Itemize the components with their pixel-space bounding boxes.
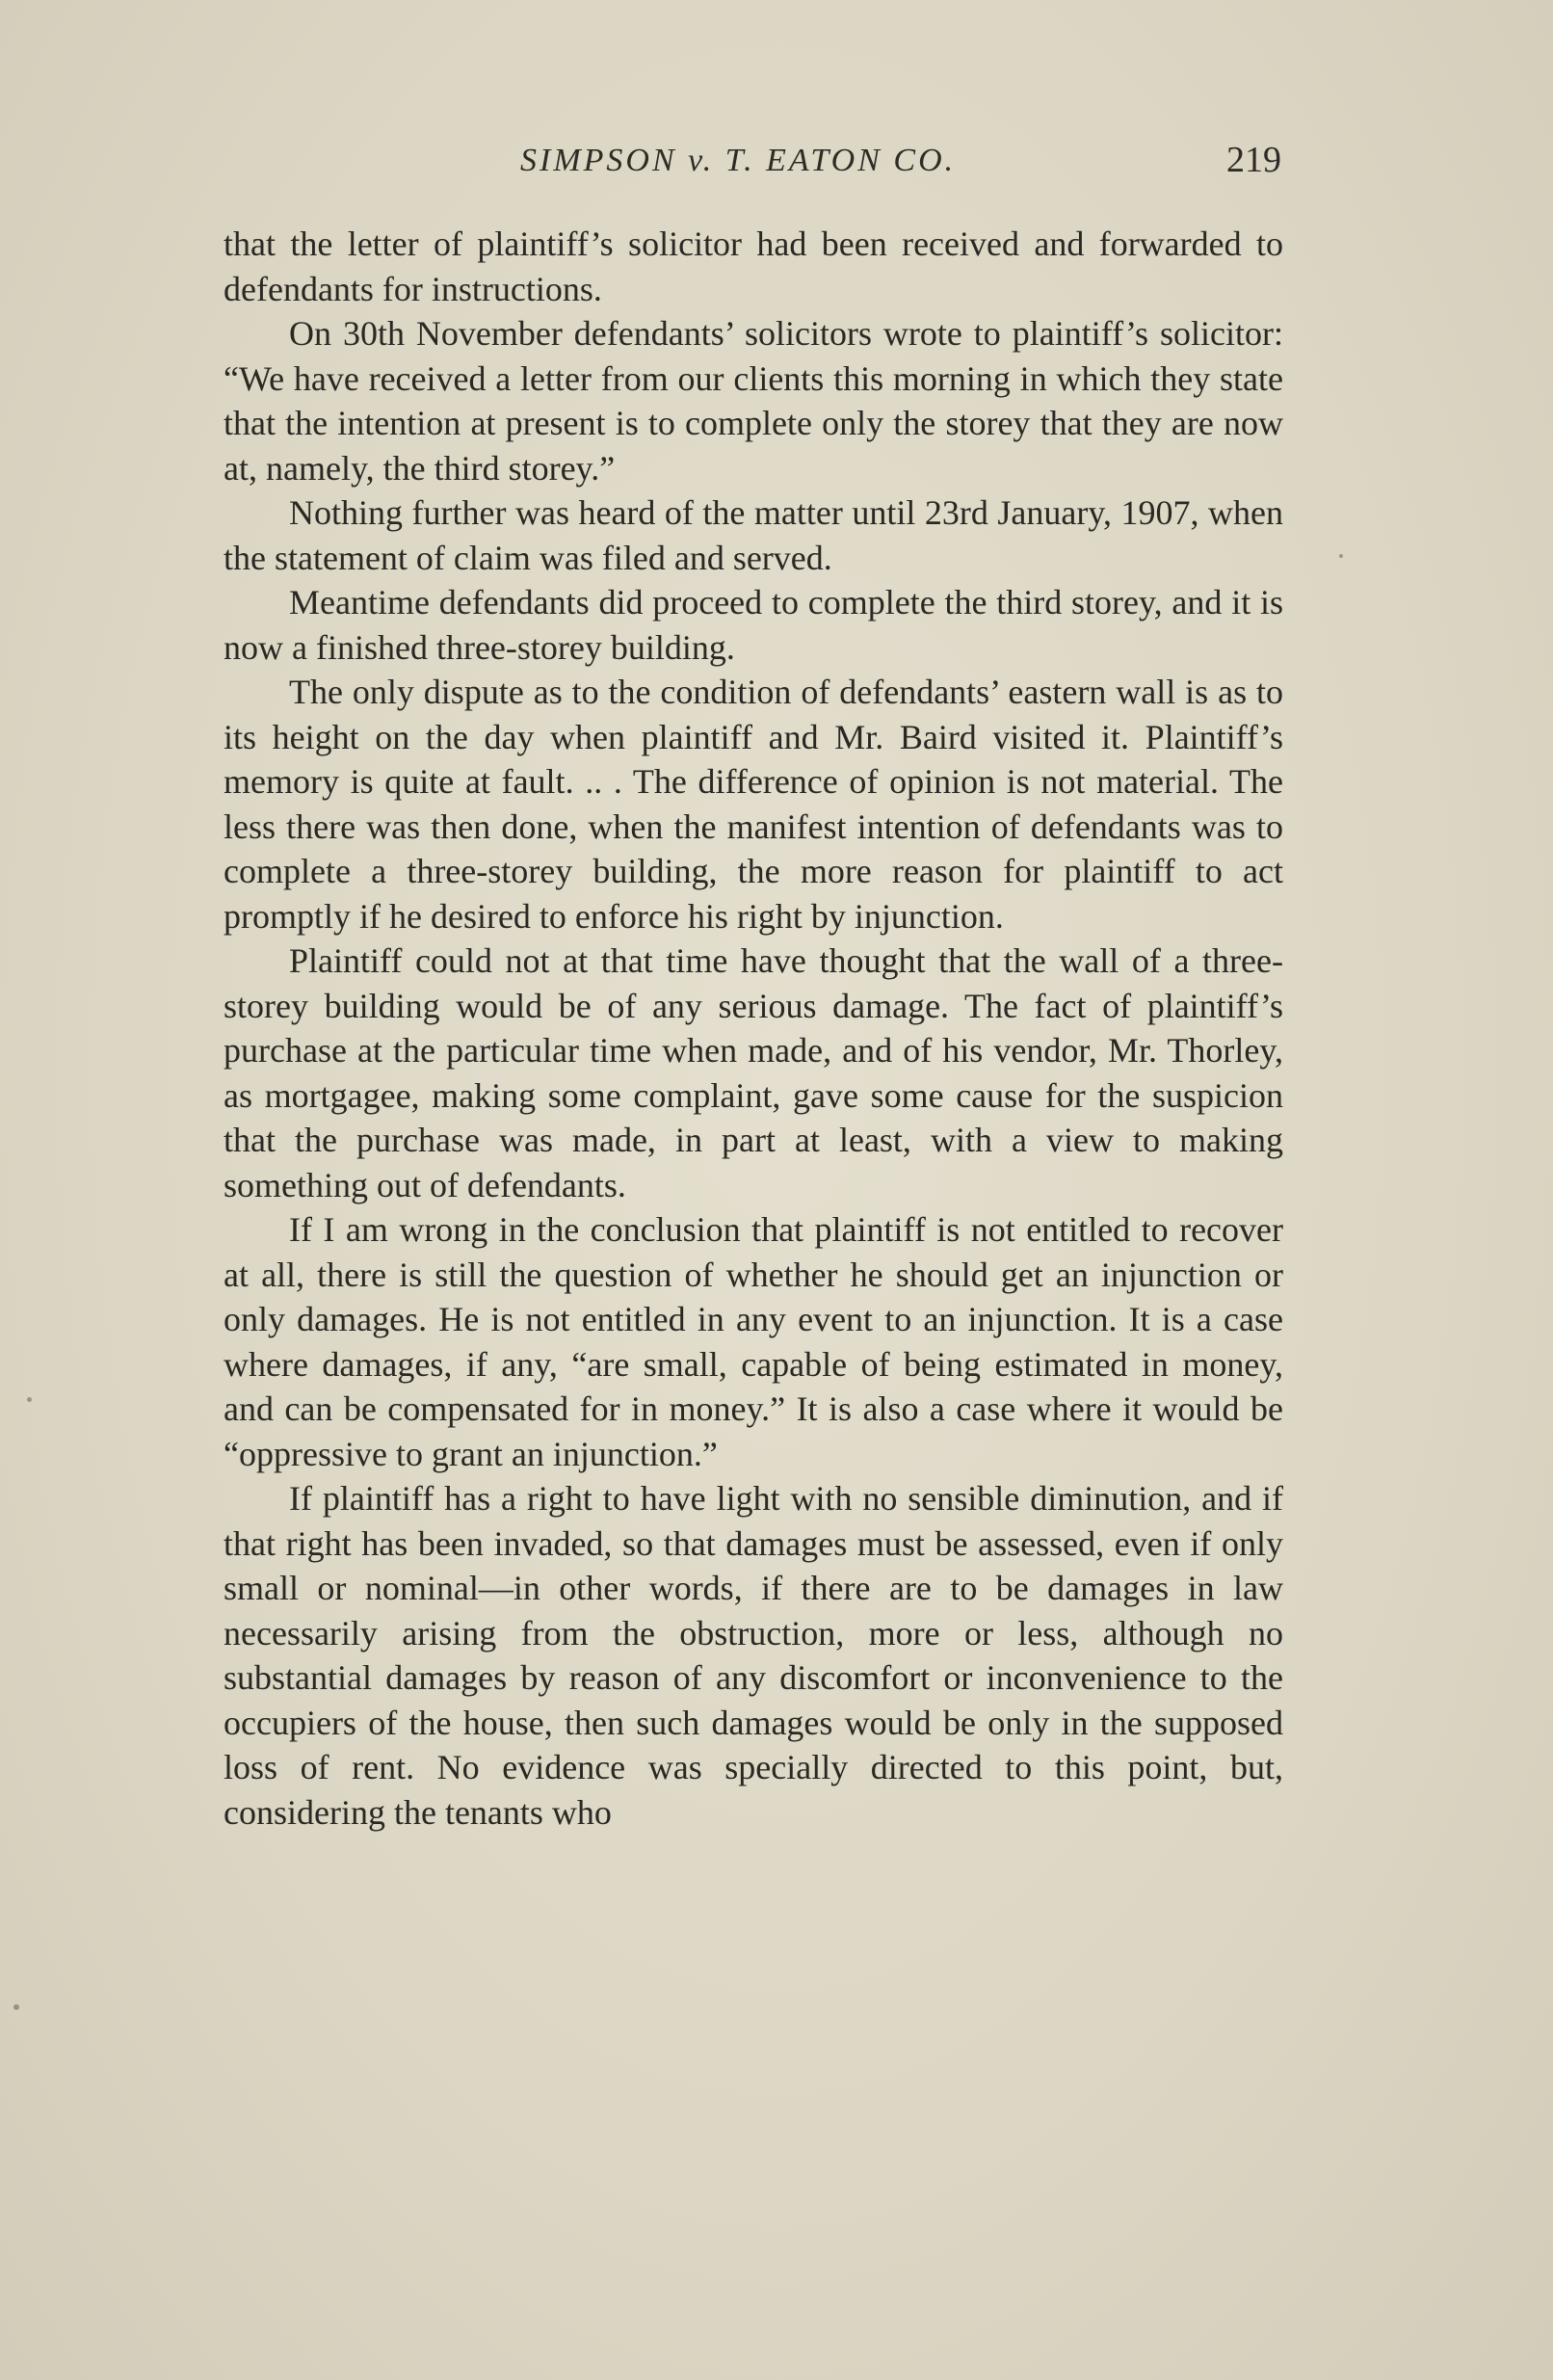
- page-number: 219: [1226, 140, 1281, 180]
- paper-speck: [1339, 554, 1343, 558]
- paragraph-5: The only dispute as to the condition of defendants’ eastern wall is as to its height on the day when plaintiff and Mr. Baird visited it. Plaintiff’s memory is quite at fault. .. . The difference of opinion is not material. The less there was then done, when the manifest intention of defendants was to complete a three-storey building, the more reason for plaintiff to act promptly if he desired to enforce his right by injunction.: [224, 673, 1283, 936]
- paragraph-1: that the letter of plaintiff’s solicitor had been received and forwarded to defendants for instructions.: [224, 225, 1283, 308]
- paper-speck: [27, 1397, 32, 1402]
- page-header: [222, 140, 1281, 191]
- paragraph-3: Nothing further was heard of the matter until 23rd January, 1907, when the statement of claim was filed and served.: [224, 493, 1283, 577]
- paragraph-2: On 30th November defendants’ solicitors wrote to plaintiff’s solicitor: “We have received a letter from our clients this morning in which they state that the intention at present is to complete only the storey that they are now at, namely, the third storey.”: [224, 314, 1283, 488]
- paper-speck: [13, 2004, 19, 2010]
- paragraph-7: If I am wrong in the conclusion that plaintiff is not entitled to recover at all, there is still the question of whether he should get an injunction or only damages. He is not entitled in any event to an injunction. It is a case where damages, if any, “are small, capable of being estimated in money, and can be compensated for in money.” It is also a case where it would be “oppressive to grant an injunction.”: [224, 1210, 1283, 1473]
- running-head: SIMPSON v. T. EATON CO.: [520, 143, 957, 178]
- body-text: [224, 222, 1283, 1835]
- paragraph-8: If plaintiff has a right to have light with no sensible diminution, and if that right has been invaded, so that damages must be assessed, even if only small or nominal—in other words, if there are to be damages in law necessarily arising from the obstruction, more or less, although no substantial damages by reason of any discomfort or inconvenience to the occupiers of the house, then such damages would be only in the supposed loss of rent. No evidence was specially directed to this point, but, considering the tenants who: [224, 1479, 1283, 1832]
- paragraph-4: Meantime defendants did proceed to complete the third storey, and it is now a finished three-storey building.: [224, 583, 1283, 667]
- paragraph-6: Plaintiff could not at that time have thought that the wall of a three-storey building would be of any serious damage. The fact of plaintiff’s purchase at the particular time when made, and of his vendor, Mr. Thorley, as mortgagee, making some complaint, gave some cause for the suspicion that the purchase was made, in part at least, with a view to making something out of defendants.: [224, 941, 1283, 1204]
